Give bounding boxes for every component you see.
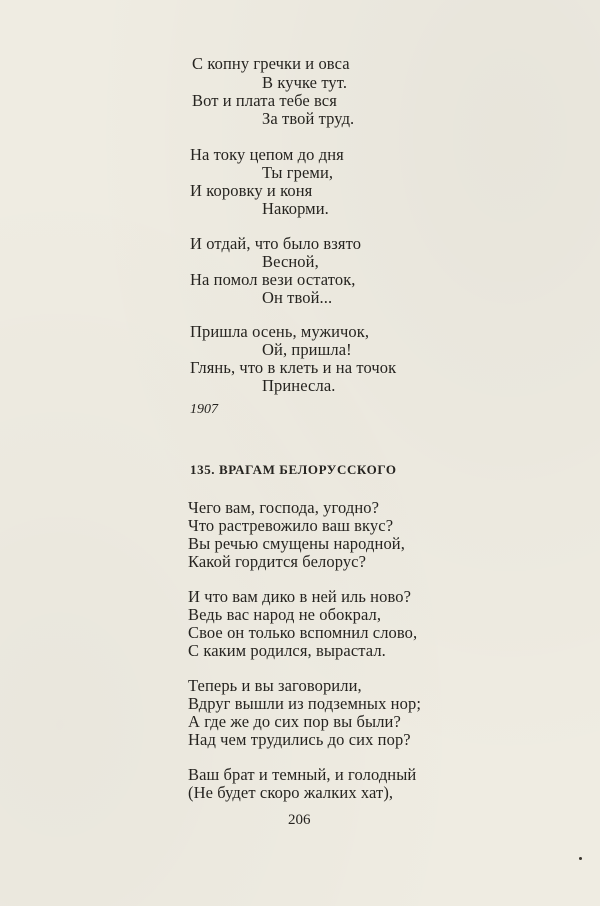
poem-line: (Не будет скоро жалких хат), <box>188 783 394 802</box>
poem-line: Весной, <box>262 252 319 271</box>
poem-line: Над чем трудились до сих пор? <box>188 730 411 749</box>
poem-line: И что вам дико в ней иль ново? <box>188 587 412 606</box>
poem-line: Он твой... <box>262 288 333 307</box>
poem-line: Принесла. <box>262 376 336 395</box>
poem-line: А где же до сих пор вы были? <box>188 712 401 731</box>
poem-line: Ты греми, <box>262 163 334 182</box>
poem-line: Накорми. <box>262 199 329 218</box>
ink-speck <box>579 857 582 860</box>
page-number: 206 <box>288 812 311 828</box>
poem-line: Ведь вас народ не обокрал, <box>188 605 382 624</box>
poem-line: Свое он только вспомнил слово, <box>188 623 418 642</box>
poem-line: Ваш брат и темный, и голодный <box>188 765 417 784</box>
poem-line: Что растревожило ваш вкус? <box>188 516 394 535</box>
poem-line: С копну гречки и овса <box>192 54 350 73</box>
poem-date: 1907 <box>190 402 218 417</box>
poem-line: Теперь и вы заговорили, <box>188 676 362 695</box>
poem-line: И коровку и коня <box>190 181 313 200</box>
poem-line: Чего вам, господа, угодно? <box>188 498 380 517</box>
poem-line: И отдай, что было взято <box>190 234 362 253</box>
poem-line: Глянь, что в клеть и на точок <box>190 358 397 377</box>
poem-line: Вот и плата тебе вся <box>192 91 337 110</box>
poem-line: На току цепом до дня <box>190 145 344 164</box>
poem-line: Вы речью смущены народной, <box>188 534 405 553</box>
poem-line: Пришла осень, мужичок, <box>190 322 370 341</box>
poem-line: Вдруг вышли из подземных нор; <box>188 694 421 713</box>
poem-heading: 135. ВРАГАМ БЕЛОРУССКОГО <box>190 462 397 477</box>
poem-line: В кучке тут. <box>262 73 348 92</box>
poem-line: Какой гордится белорус? <box>188 552 367 571</box>
poem-line: За твой труд. <box>262 109 355 128</box>
poem-line: С каким родился, вырастал. <box>188 641 386 660</box>
poem-line: На помол вези остаток, <box>190 270 356 289</box>
poem-line: Ой, пришла! <box>262 340 352 359</box>
